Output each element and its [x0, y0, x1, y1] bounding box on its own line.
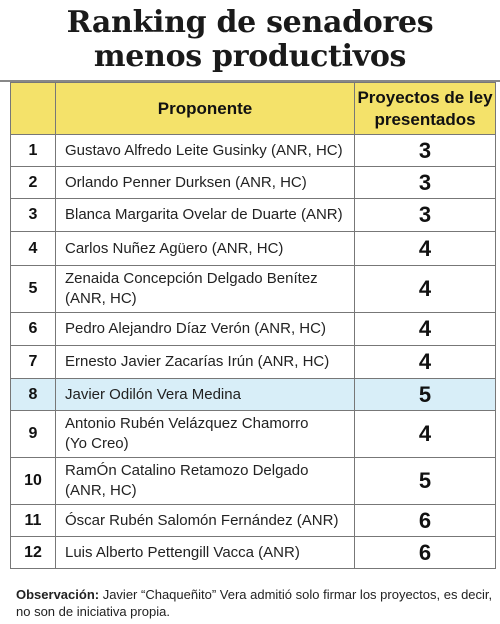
proyectos-header-line-1: Proyectos de ley [357, 87, 493, 107]
rank-column-header [11, 83, 56, 135]
senator-name-line-1: Carlos Nuñez Agüero (ANR, HC) [65, 239, 284, 257]
page-title-line-1: Ranking de senadores [66, 5, 434, 40]
table-row [11, 199, 496, 232]
project-count-cell: 3 [355, 135, 496, 167]
senator-name-line-1: Óscar Rubén Salomón Fernández (ANR) [65, 511, 339, 529]
senator-name-line-1: Orlando Penner Durksen (ANR, HC) [65, 173, 307, 191]
rank-cell: 4 [11, 232, 56, 266]
project-count-cell: 6 [355, 505, 496, 537]
table-row [11, 537, 496, 569]
observation-note [16, 586, 494, 620]
project-count-cell: 4 [355, 266, 496, 313]
table-header-row [11, 83, 496, 135]
rank-cell: 8 [11, 379, 56, 411]
project-count-cell: 6 [355, 537, 496, 569]
senator-name-line-1: Ernesto Javier Zacarías Irún (ANR, HC) [65, 353, 330, 370]
senator-name-line-1: Blanca Margarita Ovelar de Duarte (ANR) [65, 206, 343, 223]
senator-name-cell [56, 199, 355, 232]
senator-name-cell [56, 505, 355, 537]
rank-cell: 5 [11, 266, 56, 313]
rank-cell: 12 [11, 537, 56, 569]
senator-name-line-2: (Yo Creo) [65, 435, 129, 452]
table-row [11, 346, 496, 379]
senator-name-cell [56, 232, 355, 266]
table-row [11, 167, 496, 199]
senator-name-line-1: Antonio Rubén Velázquez Chamorro [65, 415, 309, 432]
rank-cell: 7 [11, 346, 56, 379]
project-count-cell: 4 [355, 411, 496, 458]
rank-cell: 6 [11, 313, 56, 346]
project-count-cell: 5 [355, 458, 496, 505]
table-row [11, 135, 496, 167]
senator-name-cell [56, 379, 355, 411]
project-count-cell: 3 [355, 199, 496, 232]
senator-name-line-1: Zenaida Concepción Delgado Benítez [65, 270, 318, 287]
senator-name-line-1: Luis Alberto Pettengill Vacca (ANR) [65, 543, 300, 561]
senator-name-cell [56, 537, 355, 569]
table-body [11, 135, 496, 569]
table-row [11, 379, 496, 411]
rank-cell: 11 [11, 505, 56, 537]
senator-name-line-1: Javier Odilón Vera Medina [65, 385, 241, 403]
table-row [11, 313, 496, 346]
project-count-cell: 4 [355, 313, 496, 346]
project-count-cell: 3 [355, 167, 496, 199]
senator-name-line-1: Gustavo Alfredo Leite Gusinky (ANR, HC) [65, 141, 343, 159]
senator-name-line-1: Pedro Alejandro Díaz Verón (ANR, HC) [65, 320, 326, 337]
senator-name-line-2: (ANR, HC) [65, 482, 137, 499]
project-count-cell: 4 [355, 232, 496, 266]
observation-text: Javier “Chaqueñito” Vera admitió solo firmar los proyectos, es decir, no son de iniciativa propia. [16, 587, 493, 619]
senator-name-line-2: (ANR, HC) [65, 290, 137, 307]
senator-name-cell [56, 167, 355, 199]
project-count-cell: 5 [355, 379, 496, 411]
rank-cell: 9 [11, 411, 56, 458]
table-row [11, 505, 496, 537]
page-title-line-2: menos productivos [93, 39, 407, 74]
senator-name-cell [56, 346, 355, 379]
proyectos-header-line-2: presentados [374, 109, 476, 129]
table-row [11, 411, 496, 458]
rank-cell: 2 [11, 167, 56, 199]
proponente-column-header: Proponente [56, 83, 355, 135]
senator-name-cell [56, 135, 355, 167]
senator-name-cell [56, 458, 355, 505]
observation-label: Observación: [16, 587, 100, 602]
rank-cell: 3 [11, 199, 56, 232]
rank-cell: 1 [11, 135, 56, 167]
table-row [11, 232, 496, 266]
senator-name-cell [56, 411, 355, 458]
senator-name-cell [56, 266, 355, 313]
senator-name-line-1: RamÓn Catalino Retamozo Delgado [65, 462, 309, 479]
proyectos-column-header [355, 83, 496, 135]
senator-name-cell [56, 313, 355, 346]
table-row [11, 266, 496, 313]
project-count-cell: 4 [355, 346, 496, 379]
title-block [0, 0, 500, 80]
ranking-table [10, 82, 496, 569]
rank-cell: 10 [11, 458, 56, 505]
table-row [11, 458, 496, 505]
